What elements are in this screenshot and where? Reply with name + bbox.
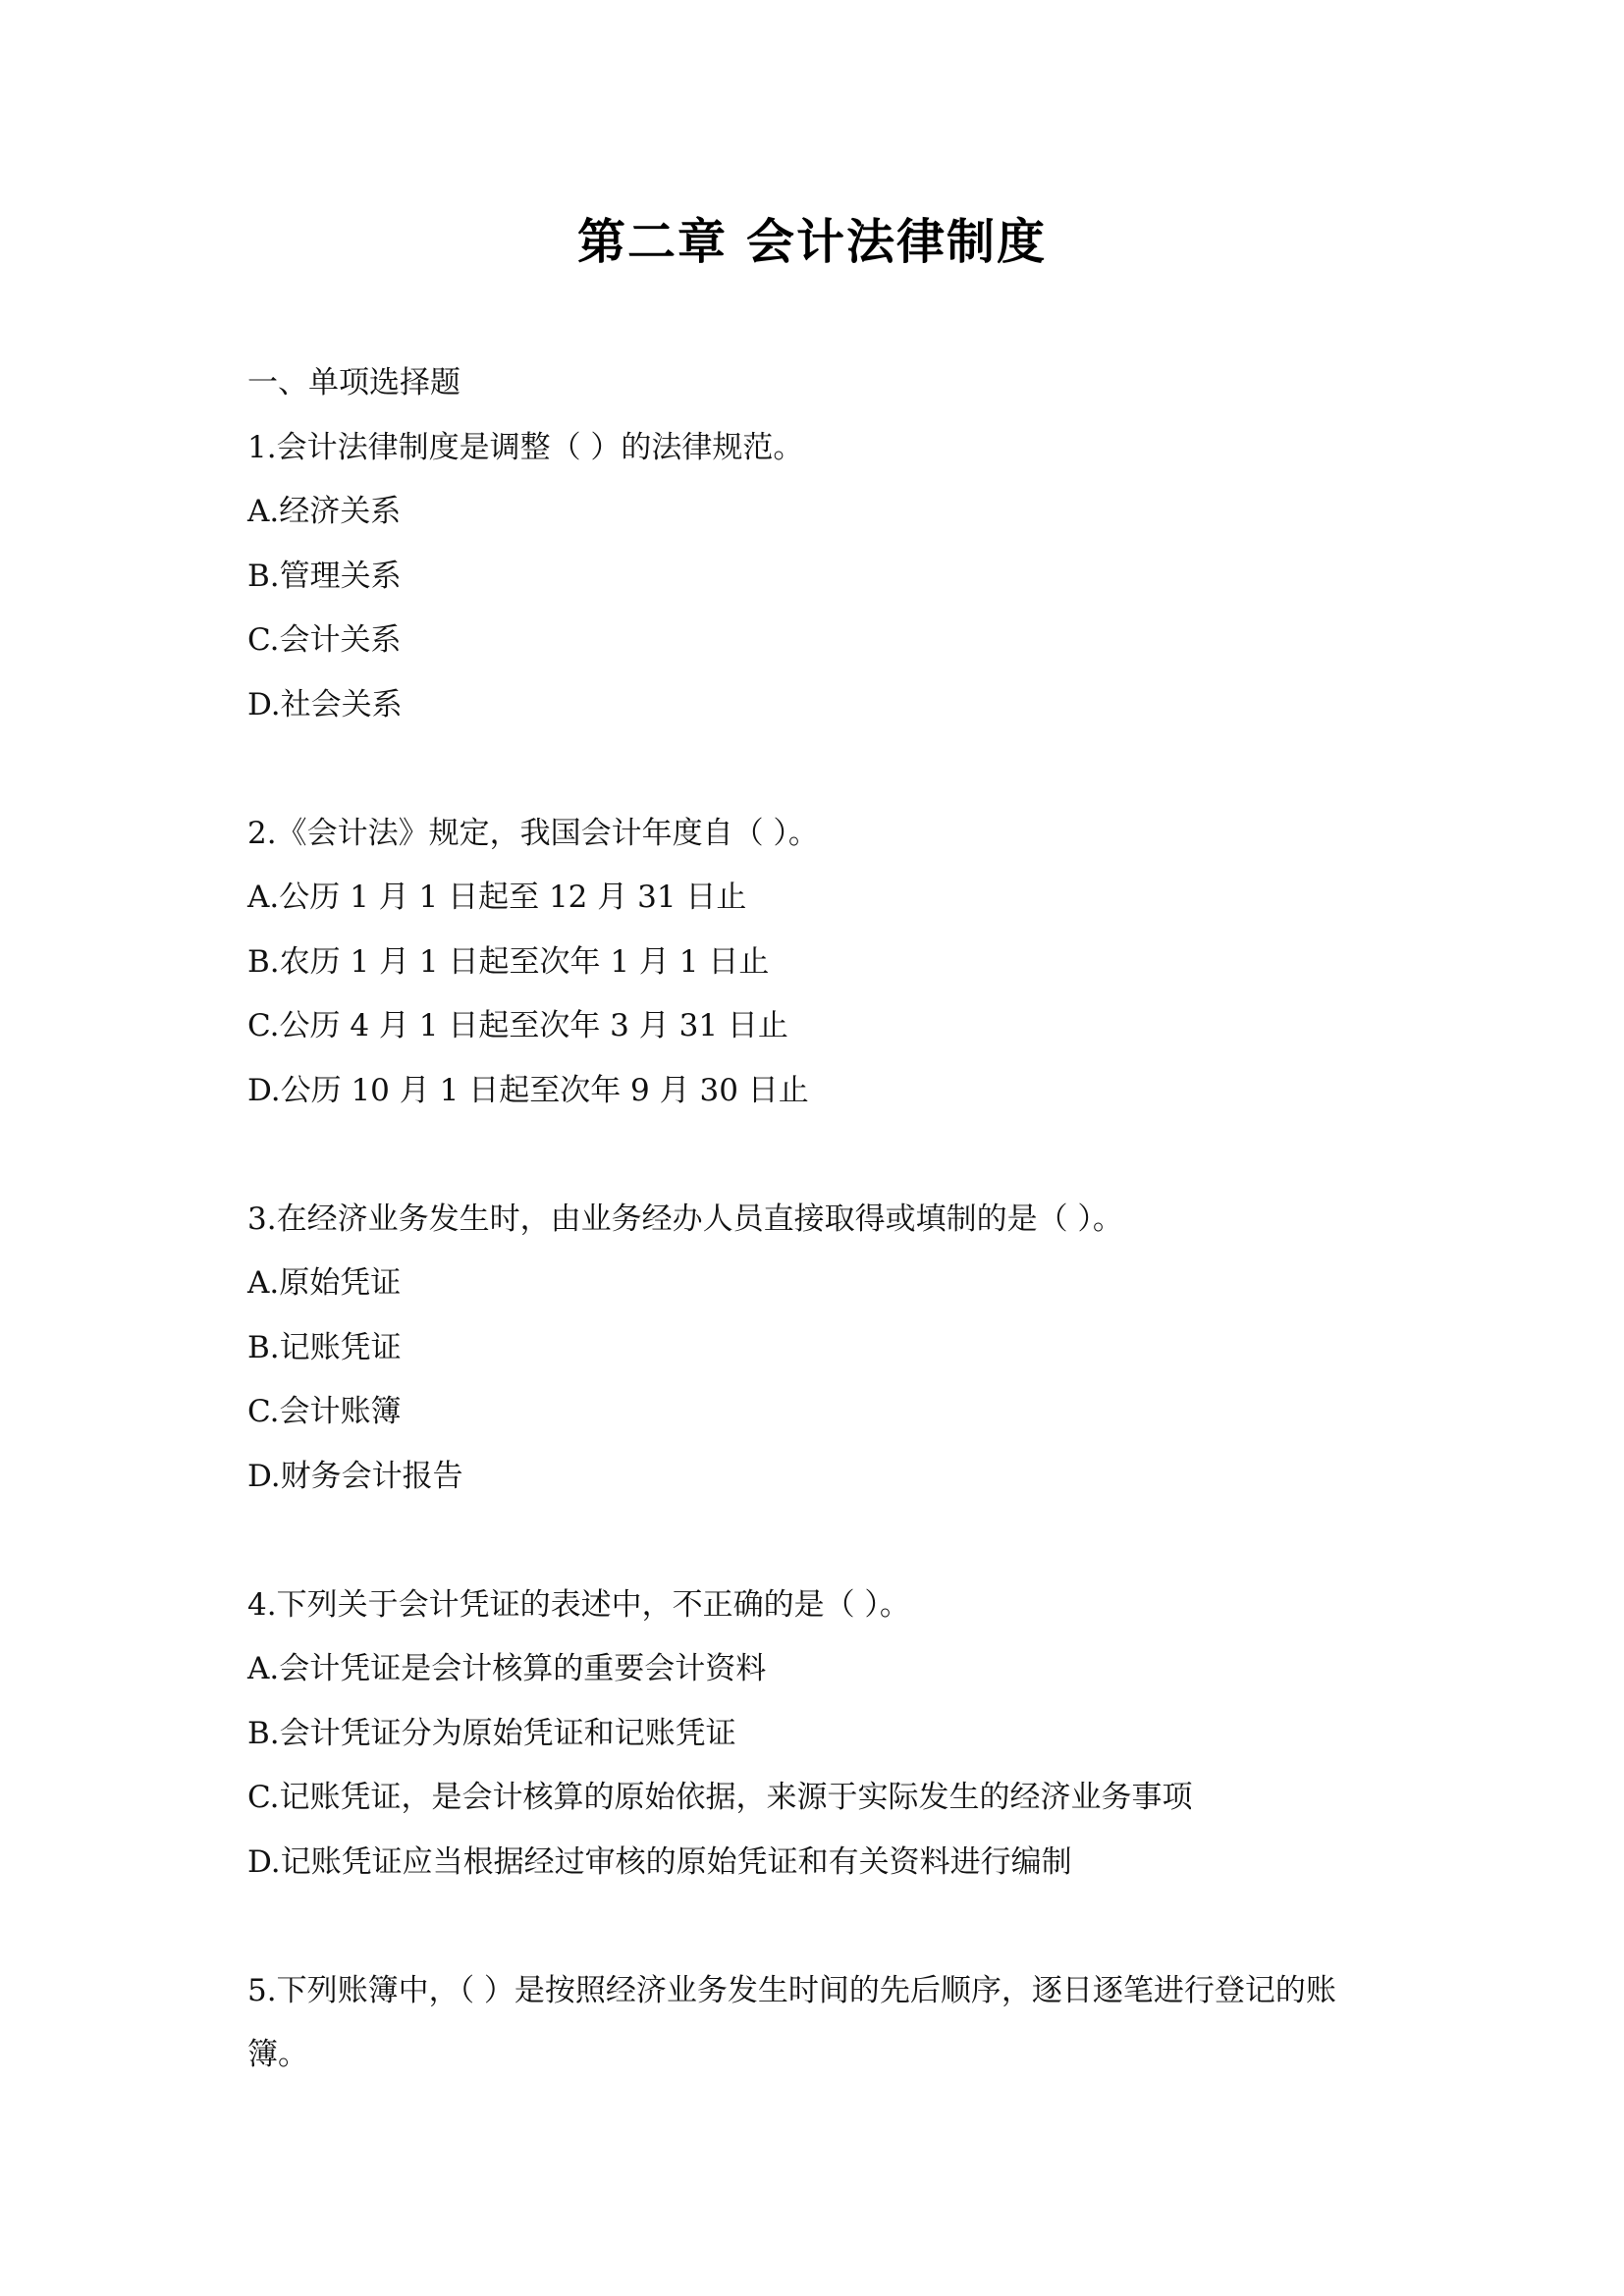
- option-b: B.记账凭证: [247, 1329, 402, 1365]
- option-d: D.记账凭证应当根据经过审核的原始凭证和有关资料进行编制: [247, 1843, 1072, 1880]
- option-c: C.会计关系: [247, 622, 402, 658]
- blank-line: [247, 1509, 1386, 1574]
- blank-line: [247, 1895, 1386, 1959]
- question-stem: 1.会计法律制度是调整（ ）的法律规范。: [247, 429, 804, 465]
- option-c: C.公历 4 月 1 日起至次年 3 月 31 日止: [247, 1008, 788, 1043]
- section-heading: 一、单项选择题: [247, 365, 460, 400]
- option-b: B.会计凭证分为原始凭证和记账凭证: [247, 1715, 736, 1751]
- option-a: A.会计凭证是会计核算的重要会计资料: [247, 1651, 767, 1686]
- blank-line: [247, 737, 1386, 802]
- option-a: A.经济关系: [247, 494, 402, 529]
- question-stem: 5.下列账簿中，（ ）是按照经济业务发生时间的先后顺序，逐日逐笔进行登记的账簿。: [247, 1972, 1336, 2072]
- option-b: B.农历 1 月 1 日起至次年 1 月 1 日止: [247, 943, 770, 980]
- option-a: A.公历 1 月 1 日起至 12 月 31 日止: [247, 880, 747, 915]
- question-stem: 4.下列关于会计凭证的表述中，不正确的是（ ）。: [247, 1586, 910, 1623]
- option-c: C.记账凭证，是会计核算的原始依据，来源于实际发生的经济业务事项: [247, 1780, 1193, 1815]
- option-d: D.财务会计报告: [247, 1458, 463, 1494]
- question-stem: 2.《会计法》规定，我国会计年度自（ ）。: [247, 815, 819, 851]
- question-2: [247, 802, 1386, 1124]
- option-b: B.管理关系: [247, 558, 402, 594]
- option-a: A.原始凭证: [247, 1265, 402, 1301]
- option-d: D.公历 10 月 1 日起至次年 9 月 30 日止: [247, 1072, 809, 1108]
- page-title: 第二章 会计法律制度: [576, 214, 1048, 270]
- question-1: [247, 416, 1386, 738]
- option-d: D.社会关系: [247, 686, 403, 722]
- blank-line: [247, 1123, 1386, 1188]
- question-list: [247, 351, 1386, 2088]
- question-3: [247, 1188, 1386, 1510]
- question-5: [247, 1959, 1386, 2088]
- option-c: C.会计账簿: [247, 1394, 402, 1429]
- question-4: [247, 1574, 1386, 1896]
- question-stem: 3.在经济业务发生时，由业务经办人员直接取得或填制的是（ ）。: [247, 1201, 1123, 1237]
